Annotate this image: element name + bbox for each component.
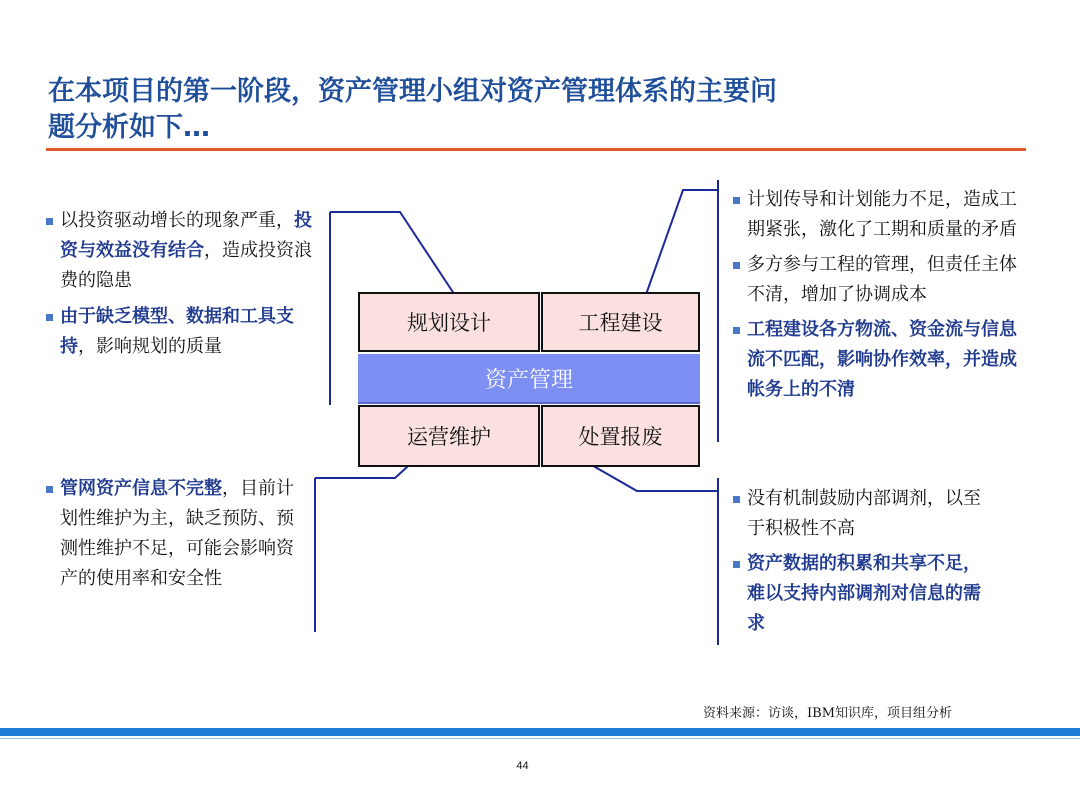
note-text: ，影响规划的质量	[78, 336, 222, 357]
slide-title-line1: 在本项目的第一阶段，资产管理小组对资产管理体系的主要问	[48, 76, 777, 107]
note-text: 计划传导和计划能力不足，造成工期紧张，激化了工期和质量的矛盾	[747, 189, 1017, 240]
slide-title-line2: 题分析如下…	[48, 112, 210, 143]
footer-bar	[0, 728, 1080, 736]
left-top-notes	[46, 206, 318, 362]
note-item	[733, 185, 1033, 245]
note-item	[46, 302, 318, 362]
note-highlight: 管网资产信息不完整	[60, 478, 222, 499]
box-asset-management-label: 资产管理	[484, 367, 573, 393]
note-text: 没有机制鼓励内部调剂，以至于积极性不高	[747, 488, 981, 539]
note-text: ，造成投资浪费的隐患	[60, 240, 312, 291]
box-disposal	[541, 405, 700, 467]
bullet-icon	[733, 262, 740, 269]
bullet-icon	[733, 561, 740, 568]
footer-line	[0, 738, 1080, 739]
bullet-icon	[46, 486, 53, 493]
note-text: 以投资驱动增长的现象严重，	[60, 210, 294, 231]
note-item	[733, 250, 1033, 310]
bullet-icon	[46, 218, 53, 225]
box-operation-maintenance-label: 运营维护	[407, 425, 491, 449]
note-highlight: 投资与效益没有结合	[60, 210, 312, 261]
note-item	[46, 474, 304, 594]
box-disposal-label: 处置报废	[578, 425, 663, 449]
box-construction	[541, 292, 700, 352]
box-planning-design-label: 规划设计	[407, 311, 491, 335]
note-text: ，目前计划性维护为主，缺乏预防、预测性维护不足，可能会影响资产的使用率和安全性	[60, 478, 294, 589]
bullet-icon	[46, 314, 53, 321]
source-note: 资料来源：访谈，IBM知识库，项目组分析	[703, 706, 952, 721]
note-highlight: 工程建设各方物流、资金流与信息流不匹配，影响协作效率，并造成帐务上的不清	[747, 319, 1017, 400]
note-highlight: 资产数据的积累和共享不足，难以支持内部调剂对信息的需求	[747, 553, 981, 634]
bullet-icon	[733, 327, 740, 334]
page-number: 44	[516, 760, 529, 772]
bullet-icon	[733, 496, 740, 503]
note-item	[733, 315, 1033, 405]
box-asset-management	[358, 354, 700, 402]
note-highlight: 由于缺乏模型、数据和工具支持	[60, 306, 294, 357]
note-item	[733, 484, 995, 544]
box-planning-design	[358, 292, 540, 352]
right-bottom-notes	[733, 484, 995, 639]
right-top-notes	[733, 185, 1033, 405]
note-text: 多方参与工程的管理，但责任主体不清，增加了协调成本	[747, 254, 1017, 305]
note-item	[733, 549, 995, 639]
box-construction-label: 工程建设	[578, 311, 663, 335]
left-bottom-notes	[46, 474, 304, 594]
bullet-icon	[733, 197, 740, 204]
note-item	[46, 206, 318, 296]
box-operation-maintenance	[358, 405, 540, 467]
